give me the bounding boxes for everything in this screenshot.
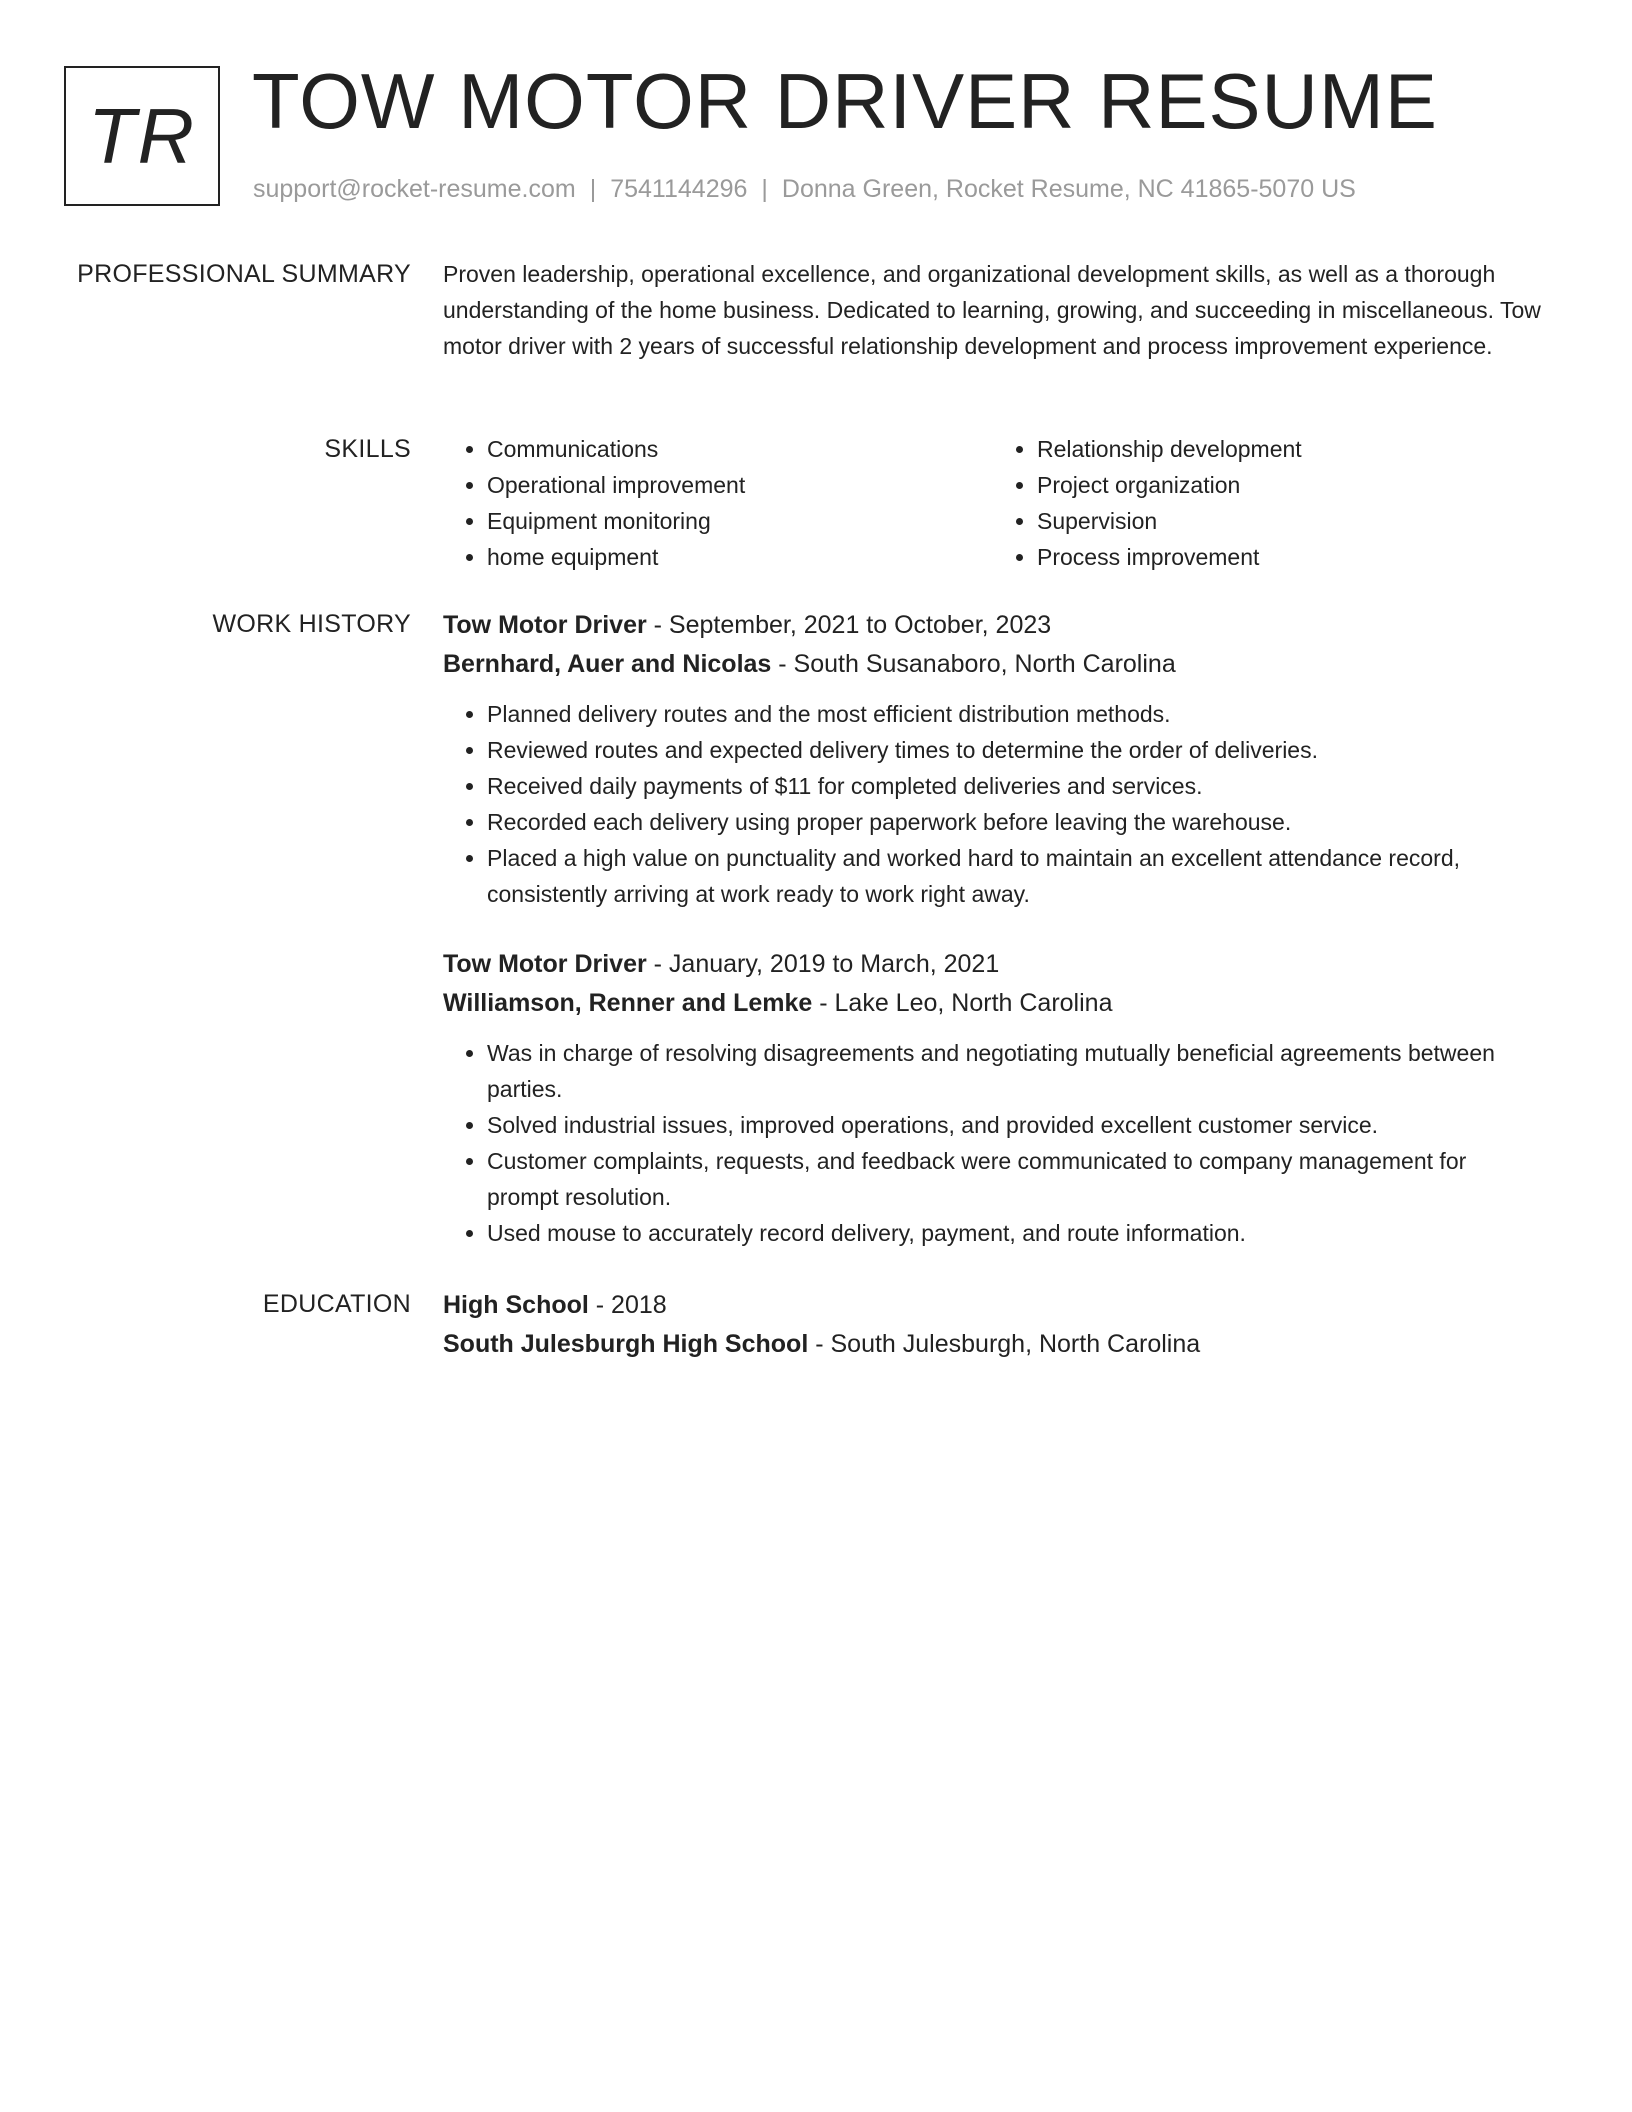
duty-item: • Solved industrial issues, improved operations, and provided excellent customer service. xyxy=(487,1107,1543,1143)
summary-text: Proven leadership, operational excellence, and organizational development skills, as well as a thorough understanding of the home business. Dedicated to learning, growing, and succeeding in miscellaneous. Tow motor driver with 2 years of successful relationship development and process improvement experience. xyxy=(443,261,1541,359)
monogram-logo: TR xyxy=(64,66,220,206)
contact-separator: | xyxy=(761,175,768,203)
skills-list-left xyxy=(443,431,993,575)
job-dates: - September, 2021 to October, 2023 xyxy=(646,611,1052,639)
education-heading: EDUCATION xyxy=(262,1290,411,1318)
education-school: South Julesburgh High School xyxy=(443,1330,809,1358)
job-company: Williamson, Renner and Lemke xyxy=(443,989,813,1017)
job-company-line xyxy=(443,984,1543,1023)
skill-item: • Communications xyxy=(487,431,993,467)
skill-item: • Relationship development xyxy=(1037,431,1543,467)
duty-item: • Was in charge of resolving disagreements and negotiating mutually beneficial agreements between parties. xyxy=(487,1035,1543,1107)
contact-separator: | xyxy=(589,175,597,203)
skill-item: • Supervision xyxy=(1037,503,1543,539)
job-duties xyxy=(443,1035,1543,1251)
education-degree: High School xyxy=(443,1291,589,1319)
skill-item: • Operational improvement xyxy=(487,467,993,503)
duty-item: • Reviewed routes and expected delivery times to determine the order of deliveries. xyxy=(487,732,1543,768)
education-body xyxy=(443,1286,1543,1364)
education-location: - South Julesburgh, North Carolina xyxy=(808,1330,1201,1358)
job-title: Tow Motor Driver xyxy=(443,611,647,639)
duty-item: • Used mouse to accurately record delivery, payment, and route information. xyxy=(487,1215,1543,1251)
job-location: - Lake Leo, North Carolina xyxy=(812,989,1113,1017)
contact-address: Donna Green, Rocket Resume, NC 41865-5070 US xyxy=(781,175,1356,203)
duty-item: • Received daily payments of $11 for completed deliveries and services. xyxy=(487,768,1543,804)
work-history-heading: WORK HISTORY xyxy=(212,610,411,638)
education-school-line xyxy=(443,1325,1543,1364)
skill-item: • Project organization xyxy=(1037,467,1543,503)
skill-item: • home equipment xyxy=(487,539,993,575)
job-company-line xyxy=(443,645,1543,684)
job-entry xyxy=(443,606,1543,912)
duty-item: • Planned delivery routes and the most efficient distribution methods. xyxy=(487,696,1543,732)
job-dates: - January, 2019 to March, 2021 xyxy=(646,950,1000,978)
job-company: Bernhard, Auer and Nicolas xyxy=(443,650,772,678)
skills-body xyxy=(443,431,1543,575)
job-duties xyxy=(443,696,1543,912)
job-entry xyxy=(443,945,1543,1251)
job-title-line xyxy=(443,945,1543,984)
skill-item: • Equipment monitoring xyxy=(487,503,993,539)
duty-item: • Recorded each delivery using proper paperwork before leaving the warehouse. xyxy=(487,804,1543,840)
duty-item: • Placed a high value on punctuality and worked hard to maintain an excellent attendance record, consistently arriving at work ready to work right away. xyxy=(487,840,1543,912)
resume-title: TOW MOTOR DRIVER RESUME xyxy=(252,57,1438,145)
contact-phone: 7541144296 xyxy=(610,175,748,203)
skills-columns xyxy=(443,431,1543,575)
contact-line xyxy=(253,172,1356,206)
summary-heading: PROFESSIONAL SUMMARY xyxy=(77,260,411,288)
job-title-line xyxy=(443,606,1543,645)
contact-email: support@rocket-resume.com xyxy=(253,175,576,203)
skills-list-right xyxy=(993,431,1543,575)
education-degree-line xyxy=(443,1286,1543,1325)
job-title: Tow Motor Driver xyxy=(443,950,647,978)
summary-body xyxy=(443,256,1543,364)
duty-item: • Customer complaints, requests, and feedback were communicated to company management for prompt resolution. xyxy=(487,1143,1543,1215)
job-location: - South Susanaboro, North Carolina xyxy=(771,650,1176,678)
skills-heading: SKILLS xyxy=(324,435,411,463)
education-year: - 2018 xyxy=(588,1291,667,1319)
work-history-body xyxy=(443,606,1543,1251)
skill-item: • Process improvement xyxy=(1037,539,1543,575)
